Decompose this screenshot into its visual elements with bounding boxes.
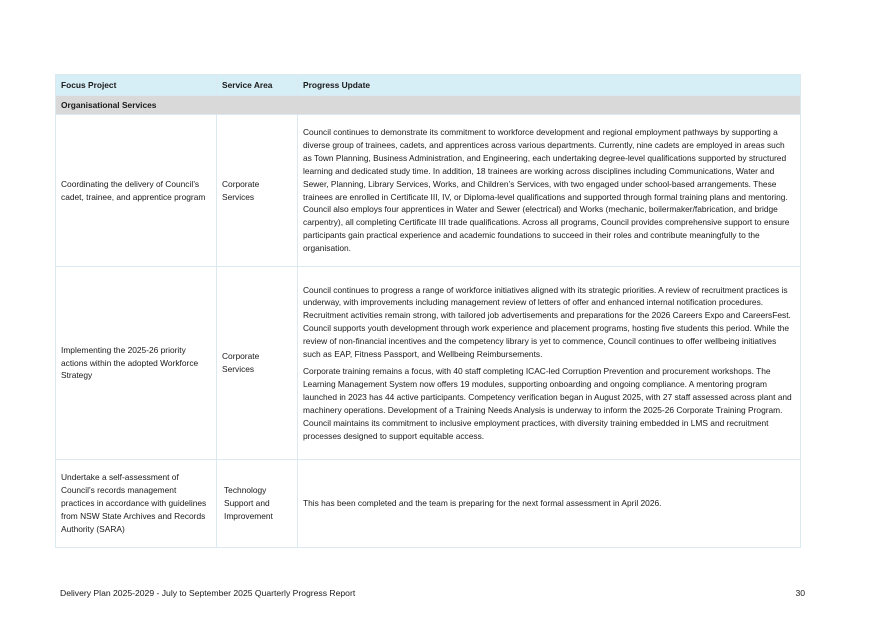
focus-project-table [55,74,801,548]
column-header-focus-project: Focus Project [56,75,217,96]
service-area-cell: Corporate Services [217,115,298,267]
table-row [56,460,801,548]
section-title: Organisational Services [56,96,801,115]
section-row [56,96,801,115]
column-header-progress-update: Progress Update [298,75,801,96]
page-number: 30 [795,588,805,598]
table-row [56,115,801,267]
column-header-service-area: Service Area [217,75,298,96]
focus-project-cell: Undertake a self-assessment of Council’s records management practices in accordance with guidelines from NSW State Archives and Records Authority (SARA) [56,460,217,548]
table-row [56,267,801,460]
footer-document-title: Delivery Plan 2025-2029 - July to September 2025 Quarterly Progress Report [60,588,356,598]
progress-paragraph: Council continues to demonstrate its commitment to workforce development and regional employment pathways by supporting a diverse group of trainees, cadets, and apprentices across various departments. Currently, nine cadets are employed in areas such as Town Planning, Business Administration, and Engineering, each undertaking degree-level qualifications supported by structured learning and dedicated study time. In addition, 18 trainees are working across disciplines including Communications, Water and Sewer, Planning, Library Services, Works, and Children’s Services, with two engaged under school-based arrangements. These trainees are enrolled in Certificate III, IV, or Diploma-level qualifications and supported through formal training plans and mentoring. Council also employs four apprentices in Water and Sewer (electrical) and Works (mechanic, boilermaker/fabrication, and bridge carpentry), all completing Certificate III trade qualifications. Across all programs, Council provides comprehensive support to ensure participants gain practical experience and academic foundations to succeed in their roles and contribute meaningfully to the organisation. [303,126,790,254]
progress-update-cell [298,460,801,548]
progress-update-cell [298,267,801,460]
progress-paragraph: This has been completed and the team is preparing for the next formal assessment in April 2026. [303,498,662,509]
table-header-row [56,75,801,96]
progress-paragraph: Council continues to progress a range of workforce initiatives aligned with its strategic priorities. A review of recruitment practices is underway, with improvements including management review of letters of offer and enhanced internal notification procedures. Recruitment activities remain strong, with tailored job advertisements and preparations for the 2026 Careers Expo and CareersFest. Council supports youth development through work experience and placement programs, hosting five students this period. While the review of non-financial incentives and the competency library is yet to commence, Council continues to offer wellbeing initiatives such as EAP, Fitness Passport, and Wellbeing Reimbursements. [303,284,791,360]
progress-update-cell [298,115,801,267]
service-area-cell: Technology Support and Improvement [217,460,298,548]
progress-paragraph: Corporate training remains a focus, with 40 staff completing ICAC-led Corruption Prevention and procurement workshops. The Learning Management System now offers 19 modules, supporting onboarding and ongoing compliance. A mentoring program launched in 2023 has 44 active participants. Competency verification began in August 2025, with 27 staff assessed across plant and machinery operations. Development of a Training Needs Analysis is underway to inform the 2025-26 Corporate Training Program. Council maintains its commitment to inclusive employment practices, with diversity training embedded in LMS and recruitment processes designed to support equitable access. [303,366,792,441]
focus-project-cell: Coordinating the delivery of Council’s cadet, trainee, and apprentice program [56,115,217,267]
focus-project-cell: Implementing the 2025-26 priority actions within the adopted Workforce Strategy [56,267,217,460]
service-area-cell: Corporate Services [217,267,298,460]
